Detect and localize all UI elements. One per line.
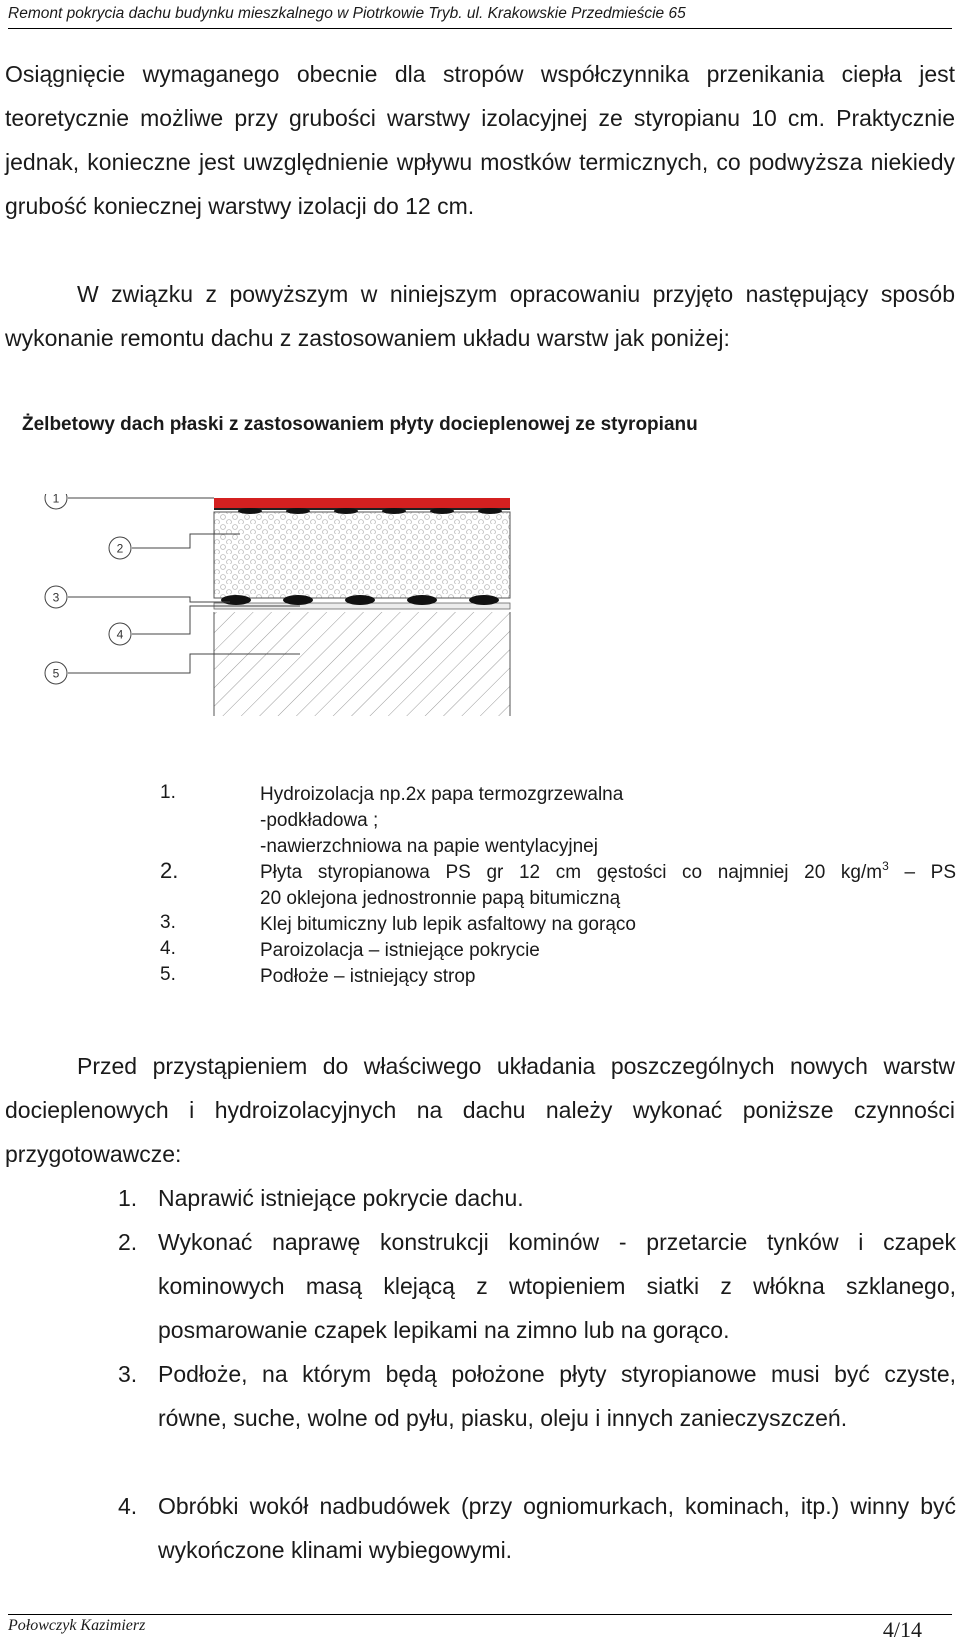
svg-text:2: 2 xyxy=(116,541,124,556)
callout-4 xyxy=(109,623,131,645)
step-number: 4. xyxy=(118,1493,138,1519)
adhesive-spot xyxy=(221,595,251,605)
step-number: 1. xyxy=(118,1185,138,1211)
author-name: Połowczyk Kazimierz xyxy=(8,1617,146,1634)
legend-text: 20 oklejona jednostronnie papą bitumiczną xyxy=(260,888,621,909)
page-footer xyxy=(8,1614,952,1642)
prep-paragraph: Przed przystąpieniem do właściwego układania poszczególnych nowych warstw docieplenowych i hydroizolacyjnych na dachu należy wykonać poniższe czynności przygotowawcze: xyxy=(5,1053,955,1167)
layer-polystyrene xyxy=(214,512,510,598)
callout-2 xyxy=(109,537,131,559)
callout-3 xyxy=(45,586,67,608)
adhesive-spot xyxy=(407,595,437,605)
svg-text:3: 3 xyxy=(52,590,60,605)
legend-text: Klej bitumiczny lub lepik asfaltowy na gorąco xyxy=(260,914,636,935)
membrane-glue-spot xyxy=(382,508,406,514)
svg-text:1: 1 xyxy=(52,494,60,506)
step-number: 2. xyxy=(118,1229,138,1255)
running-header: Remont pokrycia dachu budynku mieszkalnego w Piotrkowie Tryb. ul. Krakowskie Przedmieście 65 xyxy=(8,4,952,29)
membrane-glue-spot xyxy=(478,508,502,514)
membrane-glue-spot xyxy=(430,508,454,514)
step-text: Obróbki wokół nadbudówek (przy ogniomurkach, kominach, itp.) winny być wykończone klinami wybiegowymi. xyxy=(158,1493,956,1563)
intro-paragraph-2: W związku z powyższym w niniejszym opracowaniu przyjęto następujący sposób wykonanie remontu dachu z zastosowaniem układu warstw jak poniżej: xyxy=(5,281,955,351)
layer-roofing-membrane xyxy=(214,498,510,508)
legend-text: Hydroizolacja np.2x papa termozgrzewalna xyxy=(260,784,624,805)
callout-5 xyxy=(45,662,67,684)
membrane-glue-spot xyxy=(238,508,262,514)
legend-text: -nawierzchniowa na papie wentylacyjnej xyxy=(260,836,598,857)
step-text: Naprawić istniejące pokrycie dachu. xyxy=(158,1185,524,1211)
membrane-glue-spot xyxy=(334,508,358,514)
page-number: 4/14 xyxy=(882,1617,922,1642)
callout-1 xyxy=(45,494,67,509)
legend-number: 5. xyxy=(160,964,176,985)
legend-number: 2. xyxy=(160,858,179,883)
membrane-glue-spot xyxy=(286,508,310,514)
step-text: Wykonać naprawę konstrukcji kominów - przetarcie tynków i czapek kominowych masą klejącą z wtopieniem siatki z włókna szklanego, posmarowanie czapek lepikami na zimno lub na gorąco. xyxy=(158,1229,956,1343)
legend-text: Płyta styropianowa PS gr 12 cm gęstości co najmniej 20 $kg/m^3$ – PS xyxy=(260,859,956,883)
step-number: 3. xyxy=(118,1361,138,1387)
svg-text:4: 4 xyxy=(116,627,124,642)
adhesive-spot xyxy=(283,595,313,605)
step-text: Podłoże, na którym będą położone płyty styropianowe musi być czyste, równe, suche, wolne od pyłu, piasku, oleju i innych zanieczyszczeń. xyxy=(158,1361,956,1431)
intro-paragraph-1: Osiągnięcie wymaganego obecnie dla stropów współczynnika przenikania ciepła jest teoretycznie możliwe przy grubości warstwy izolacyjnej ze styropianu 10 cm. Praktycznie jednak, konieczne jest uwzględnienie wpływu mostków termicznych, co podwyższa niekiedy grubość koniecznej warstwy izolacji do 12 cm. xyxy=(5,61,955,219)
legend-text: Podłoże – istniejący strop xyxy=(260,966,476,987)
adhesive-spot xyxy=(469,595,499,605)
svg-text:5: 5 xyxy=(52,666,60,681)
legend-text: -podkładowa ; xyxy=(260,810,379,831)
legend-number: 1. xyxy=(160,782,176,803)
adhesive-spot xyxy=(345,595,375,605)
roof-layers-diagram xyxy=(40,494,540,716)
legend-number: 4. xyxy=(160,938,176,959)
legend-text: Paroizolacja – istniejące pokrycie xyxy=(260,940,540,961)
section-heading: Żelbetowy dach płaski z zastosowaniem płyty docieplenowej ze styropianu xyxy=(22,414,698,435)
layer-concrete-slab xyxy=(214,612,510,716)
legend-number: 3. xyxy=(160,912,176,933)
